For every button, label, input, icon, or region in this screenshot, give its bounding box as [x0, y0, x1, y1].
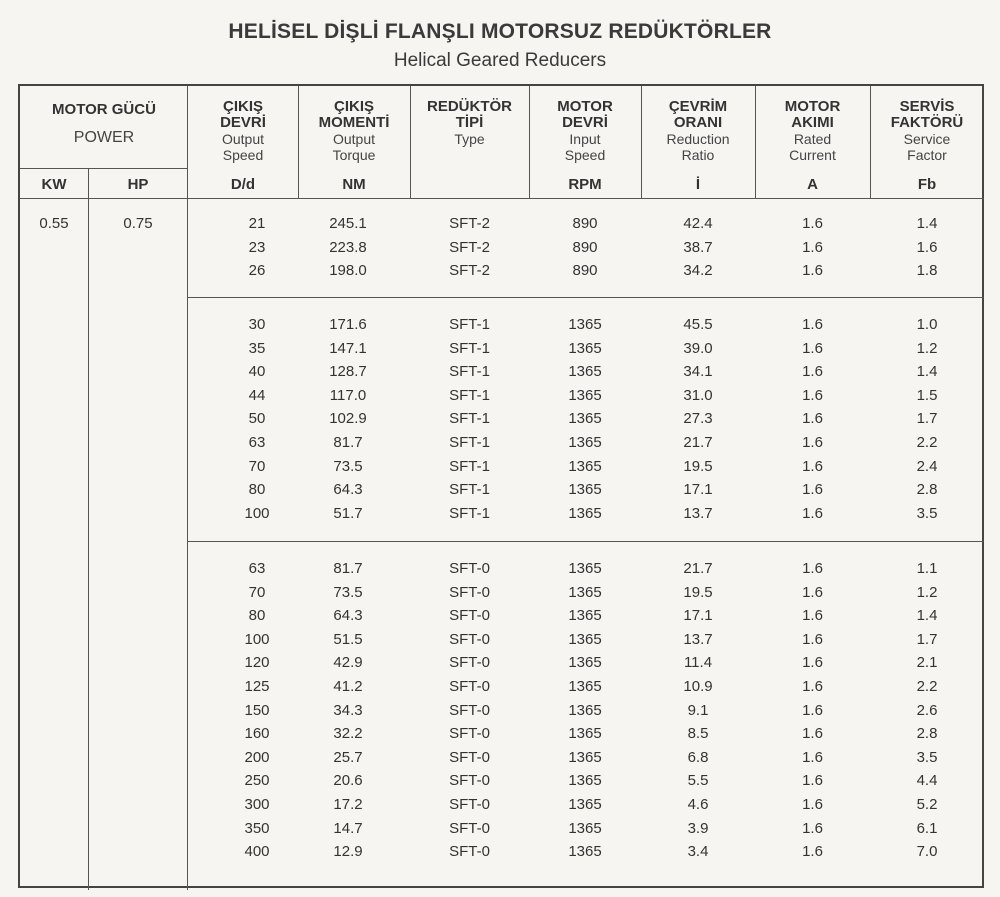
header-rated-current-tr1: MOTOR: [784, 98, 841, 115]
cell-service-factor: 3.5: [916, 504, 938, 522]
cell-rated-current: 1.6: [802, 481, 823, 499]
cell-service-factor: 1.2: [916, 583, 938, 601]
cell-rated-current: 1.6: [802, 654, 823, 672]
header-output-torque-en1: Output: [332, 131, 376, 147]
header-rated-current: [755, 99, 870, 163]
cell-reducer-type: SFT-1: [449, 316, 490, 333]
header-input-speed-en2: Speed: [564, 147, 606, 163]
unit-service-factor: Fb: [917, 176, 937, 193]
cell-service-factor: 1.5: [916, 386, 938, 404]
cell-output-torque: 245.1: [329, 215, 367, 232]
cell-reducer-type: SFT-0: [449, 796, 490, 813]
cell-input-speed: 1365: [568, 434, 602, 451]
cell-input-speed: 1365: [568, 819, 602, 837]
cell-reduction-ratio: 21.7: [683, 434, 713, 451]
header-rated-current-en1: Rated: [793, 131, 832, 147]
cell-output-torque: 14.7: [333, 819, 363, 837]
header-output-speed-en2: Speed: [222, 147, 264, 163]
cell-reduction-ratio: 10.9: [683, 678, 713, 695]
cell-output-speed: 350: [244, 819, 270, 837]
cell-input-speed: 890: [572, 215, 598, 232]
cell-input-speed: 1365: [568, 772, 602, 790]
cell-output-speed: 63: [248, 434, 266, 451]
cell-input-speed: 890: [572, 262, 598, 280]
header-service-factor-tr1: SERVİS: [899, 98, 955, 115]
header-rated-current-tr2: AKIMI: [791, 114, 834, 131]
cell-reducer-type: SFT-1: [449, 386, 490, 404]
cell-input-speed: 1365: [568, 654, 602, 672]
cell-input-speed: 1365: [568, 630, 602, 648]
divider-header-body: [20, 198, 984, 199]
cell-service-factor: 2.2: [916, 434, 938, 451]
cell-output-speed: 30: [248, 316, 266, 333]
cell-reduction-ratio: 19.5: [683, 457, 713, 475]
cell-service-factor: 1.6: [916, 238, 938, 256]
header-output-torque-tr1: ÇIKIŞ: [333, 98, 374, 115]
cell-rated-current: 1.6: [802, 701, 823, 719]
header-reduction-ratio: [641, 99, 755, 163]
cell-output-speed: 120: [244, 654, 270, 672]
header-output-speed-tr2: DEVRİ: [220, 114, 266, 131]
cell-reduction-ratio: 11.4: [683, 654, 713, 672]
power-header-tr: MOTOR GÜCÜ: [52, 101, 156, 118]
cell-input-speed: 1365: [568, 725, 602, 743]
cell-output-torque: 64.3: [333, 481, 363, 499]
cell-output-torque: 34.3: [333, 701, 363, 719]
cell-output-torque: 81.7: [333, 560, 363, 577]
cell-output-speed: 125: [244, 678, 270, 695]
cell-reducer-type: SFT-2: [449, 238, 490, 256]
cell-rated-current: 1.6: [802, 410, 823, 428]
cell-input-speed: 1365: [568, 607, 602, 625]
cell-reduction-ratio: 4.6: [687, 796, 709, 813]
cell-service-factor: 2.8: [916, 481, 938, 499]
unit-output-torque: NM: [342, 176, 366, 193]
hp-header: HP: [127, 176, 149, 193]
cell-service-factor: 1.1: [916, 560, 938, 577]
cell-input-speed: 1365: [568, 339, 602, 357]
header-reducer-type-tr2: TİPİ: [455, 114, 484, 131]
divider-power-data: [187, 86, 188, 890]
cell-rated-current: 1.6: [802, 560, 823, 577]
header-input-speed: [529, 99, 641, 163]
cell-output-speed: 80: [248, 481, 266, 499]
cell-output-speed: 100: [244, 504, 270, 522]
cell-output-torque: 223.8: [329, 238, 367, 256]
cell-service-factor: 1.4: [916, 363, 938, 381]
cell-output-torque: 17.2: [333, 796, 363, 813]
cell-rated-current: 1.6: [802, 748, 823, 766]
cell-reduction-ratio: 39.0: [683, 339, 713, 357]
cell-output-torque: 147.1: [329, 339, 367, 357]
cell-rated-current: 1.6: [802, 772, 823, 790]
cell-service-factor: 3.5: [916, 748, 938, 766]
cell-input-speed: 1365: [568, 481, 602, 499]
cell-output-torque: 25.7: [333, 748, 363, 766]
cell-reducer-type: SFT-0: [449, 630, 490, 648]
cell-reducer-type: SFT-1: [449, 434, 490, 451]
cell-input-speed: 1365: [568, 796, 602, 813]
cell-service-factor: 2.4: [916, 457, 938, 475]
cell-service-factor: 2.1: [916, 654, 938, 672]
unit-rated-current: A: [807, 176, 818, 193]
cell-rated-current: 1.6: [802, 796, 823, 813]
cell-reducer-type: SFT-0: [449, 843, 490, 861]
cell-reducer-type: SFT-0: [449, 654, 490, 672]
cell-reducer-type: SFT-1: [449, 339, 490, 357]
cell-input-speed: 1365: [568, 410, 602, 428]
header-input-speed-en1: Input: [569, 131, 601, 147]
power-header: [20, 102, 188, 146]
hp-value: 0.75: [123, 215, 153, 232]
cell-reducer-type: SFT-1: [449, 410, 490, 428]
reducer-table: [18, 84, 984, 888]
power-header-en: POWER: [73, 129, 135, 146]
cell-output-torque: 73.5: [333, 583, 363, 601]
cell-service-factor: 1.4: [916, 607, 938, 625]
cell-reducer-type: SFT-0: [449, 583, 490, 601]
cell-rated-current: 1.6: [802, 316, 823, 333]
header-output-speed-tr1: ÇIKIŞ: [222, 98, 263, 115]
header-reducer-type: [410, 99, 529, 147]
cell-input-speed: 1365: [568, 748, 602, 766]
cell-service-factor: 4.4: [916, 772, 938, 790]
page-title: HELİSEL DİŞLİ FLANŞLI MOTORSUZ REDÜKTÖRLER: [228, 20, 772, 43]
cell-output-torque: 198.0: [329, 262, 367, 280]
divider-power-subheader: [20, 168, 188, 169]
cell-reduction-ratio: 6.8: [687, 748, 709, 766]
cell-service-factor: 1.7: [916, 630, 938, 648]
cell-rated-current: 1.6: [802, 215, 823, 232]
cell-reduction-ratio: 9.1: [687, 701, 709, 719]
kw-header: KW: [41, 176, 67, 193]
cell-output-speed: 35: [248, 339, 266, 357]
cell-reduction-ratio: 42.4: [683, 215, 713, 232]
cell-output-torque: 171.6: [329, 316, 367, 333]
header-reducer-type-tr1: REDÜKTÖR: [427, 98, 512, 115]
cell-output-speed: 160: [244, 725, 270, 743]
cell-reduction-ratio: 3.9: [687, 819, 709, 837]
cell-output-torque: 51.5: [333, 630, 363, 648]
header-reduction-ratio-tr2: ORANI: [673, 114, 723, 131]
cell-reduction-ratio: 21.7: [683, 560, 713, 577]
cell-output-speed: 50: [248, 410, 266, 428]
cell-reducer-type: SFT-1: [449, 457, 490, 475]
cell-service-factor: 1.8: [916, 262, 938, 280]
header-output-speed: [188, 99, 298, 163]
cell-output-torque: 64.3: [333, 607, 363, 625]
header-reducer-type-en1: Type: [454, 131, 485, 147]
cell-output-speed: 40: [248, 363, 266, 381]
cell-output-torque: 32.2: [333, 725, 363, 743]
cell-rated-current: 1.6: [802, 678, 823, 695]
cell-reducer-type: SFT-1: [449, 363, 490, 381]
cell-service-factor: 2.2: [916, 678, 938, 695]
cell-reduction-ratio: 17.1: [683, 481, 713, 499]
unit-output-speed: D/d: [230, 176, 256, 193]
cell-rated-current: 1.6: [802, 583, 823, 601]
cell-service-factor: 2.6: [916, 701, 938, 719]
cell-reduction-ratio: 27.3: [683, 410, 713, 428]
cell-reducer-type: SFT-0: [449, 819, 490, 837]
cell-reducer-type: SFT-0: [449, 748, 490, 766]
cell-output-speed: 400: [244, 843, 270, 861]
cell-reducer-type: SFT-0: [449, 607, 490, 625]
cell-input-speed: 1365: [568, 560, 602, 577]
cell-output-torque: 42.9: [333, 654, 363, 672]
cell-output-speed: 150: [244, 701, 270, 719]
cell-input-speed: 890: [572, 238, 598, 256]
header-service-factor: [870, 99, 984, 163]
divider-group-1: [188, 297, 984, 298]
cell-input-speed: 1365: [568, 678, 602, 695]
cell-reduction-ratio: 8.5: [687, 725, 709, 743]
cell-rated-current: 1.6: [802, 843, 823, 861]
cell-rated-current: 1.6: [802, 238, 823, 256]
cell-service-factor: 1.7: [916, 410, 938, 428]
header-output-speed-en1: Output: [221, 131, 265, 147]
cell-reducer-type: SFT-2: [449, 262, 490, 280]
cell-reducer-type: SFT-2: [449, 215, 490, 232]
header-rated-current-en2: Current: [789, 147, 836, 163]
header-reduction-ratio-tr1: ÇEVRİM: [668, 98, 728, 115]
cell-output-torque: 51.7: [333, 504, 363, 522]
cell-output-speed: 70: [248, 457, 266, 475]
cell-rated-current: 1.6: [802, 434, 823, 451]
cell-output-torque: 128.7: [329, 363, 367, 381]
cell-reducer-type: SFT-0: [449, 560, 490, 577]
cell-input-speed: 1365: [568, 583, 602, 601]
header-output-torque: [298, 99, 410, 163]
cell-output-torque: 73.5: [333, 457, 363, 475]
cell-rated-current: 1.6: [802, 339, 823, 357]
cell-reduction-ratio: 19.5: [683, 583, 713, 601]
cell-reducer-type: SFT-0: [449, 701, 490, 719]
cell-reduction-ratio: 34.2: [683, 262, 713, 280]
cell-reduction-ratio: 13.7: [683, 630, 713, 648]
cell-input-speed: 1365: [568, 316, 602, 333]
cell-reducer-type: SFT-0: [449, 772, 490, 790]
cell-output-torque: 117.0: [329, 386, 367, 404]
cell-service-factor: 5.2: [916, 796, 938, 813]
cell-output-torque: 81.7: [333, 434, 363, 451]
cell-rated-current: 1.6: [802, 386, 823, 404]
cell-rated-current: 1.6: [802, 504, 823, 522]
cell-service-factor: 6.1: [916, 819, 938, 837]
cell-reducer-type: SFT-0: [449, 678, 490, 695]
cell-rated-current: 1.6: [802, 819, 823, 837]
divider-group-2: [188, 541, 984, 542]
cell-output-speed: 300: [244, 796, 270, 813]
cell-reduction-ratio: 17.1: [683, 607, 713, 625]
cell-output-speed: 70: [248, 583, 266, 601]
cell-reduction-ratio: 45.5: [683, 316, 713, 333]
header-reduction-ratio-en2: Ratio: [681, 147, 715, 163]
unit-reduction-ratio: İ: [695, 176, 701, 193]
cell-output-torque: 20.6: [333, 772, 363, 790]
cell-output-torque: 102.9: [329, 410, 367, 428]
cell-input-speed: 1365: [568, 386, 602, 404]
cell-reduction-ratio: 31.0: [683, 386, 713, 404]
cell-service-factor: 1.2: [916, 339, 938, 357]
header-service-factor-en2: Factor: [907, 147, 947, 163]
kw-value: 0.55: [39, 215, 69, 232]
header-service-factor-tr2: FAKTÖRÜ: [890, 114, 964, 131]
cell-reduction-ratio: 34.1: [683, 363, 713, 381]
cell-output-speed: 250: [244, 772, 270, 790]
cell-input-speed: 1365: [568, 843, 602, 861]
cell-output-speed: 63: [248, 560, 266, 577]
cell-output-speed: 200: [244, 748, 270, 766]
unit-input-speed: RPM: [568, 176, 602, 193]
cell-reducer-type: SFT-1: [449, 504, 490, 522]
cell-input-speed: 1365: [568, 457, 602, 475]
cell-service-factor: 1.0: [916, 316, 938, 333]
cell-service-factor: 1.4: [916, 215, 938, 232]
header-service-factor-en1: Service: [903, 131, 951, 147]
header-input-speed-tr2: DEVRİ: [562, 114, 608, 131]
cell-reduction-ratio: 13.7: [683, 504, 713, 522]
cell-reducer-type: SFT-0: [449, 725, 490, 743]
cell-reducer-type: SFT-1: [449, 481, 490, 499]
cell-output-speed: 26: [248, 262, 266, 280]
cell-service-factor: 7.0: [916, 843, 938, 861]
cell-reduction-ratio: 5.5: [687, 772, 709, 790]
cell-output-torque: 41.2: [333, 678, 363, 695]
cell-reduction-ratio: 38.7: [683, 238, 713, 256]
cell-rated-current: 1.6: [802, 363, 823, 381]
cell-output-speed: 100: [244, 630, 270, 648]
cell-output-torque: 12.9: [333, 843, 363, 861]
cell-rated-current: 1.6: [802, 725, 823, 743]
cell-input-speed: 1365: [568, 701, 602, 719]
cell-rated-current: 1.6: [802, 262, 823, 280]
cell-input-speed: 1365: [568, 363, 602, 381]
cell-service-factor: 2.8: [916, 725, 938, 743]
cell-output-speed: 21: [248, 215, 266, 232]
divider-kw-hp: [88, 168, 89, 890]
page-subtitle: Helical Geared Reducers: [393, 50, 607, 71]
cell-output-speed: 23: [248, 238, 266, 256]
cell-rated-current: 1.6: [802, 457, 823, 475]
header-output-torque-en2: Torque: [332, 147, 376, 163]
cell-output-speed: 44: [248, 386, 266, 404]
header-input-speed-tr1: MOTOR: [557, 98, 613, 115]
cell-input-speed: 1365: [568, 504, 602, 522]
cell-rated-current: 1.6: [802, 630, 823, 648]
header-reduction-ratio-en1: Reduction: [666, 131, 730, 147]
cell-rated-current: 1.6: [802, 607, 823, 625]
header-output-torque-tr2: MOMENTİ: [318, 114, 390, 131]
cell-output-speed: 80: [248, 607, 266, 625]
cell-reduction-ratio: 3.4: [687, 843, 709, 861]
